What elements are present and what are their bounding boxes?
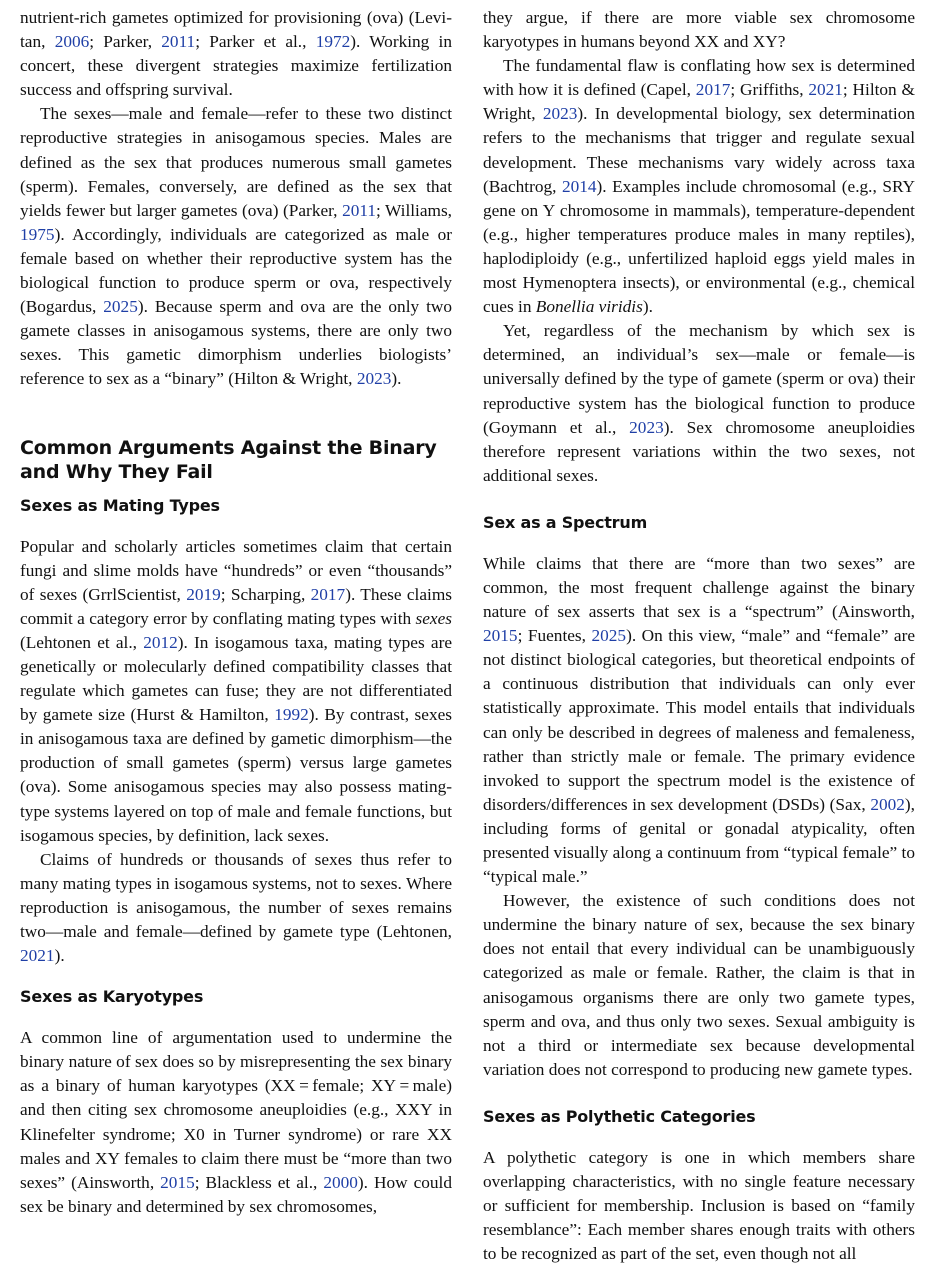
citation-link[interactable]: 2006 [54, 32, 90, 52]
subsection-heading: Sexes as Mating Types [20, 495, 220, 515]
citation-link[interactable]: 2021 [808, 80, 843, 100]
paragraph: A common line of argumentation used to undermine the binary nature of sex does so by misrepresenting the sex binary as a binary of human karyotypes (XX = female; XY = male) and then citing sex chromosome aneuploidies (e.g., XXY in Klinefelter syndrome; X0 in Turner syndrome) or rare XX males and XY females to claim there must be “more than two sexes” (Ainsworth, 2015; Blackless et al., 2000). How could sex be binary and determined by sex chromosomes, [20, 1028, 452, 1216]
paragraph: While claims that there are “more than two sexes” are common, the most frequent challenge against the binary nature of sex asserts that sex is a “spectrum” (Ainsworth, 2015; Fuentes, 2025). On this view, “male” and “female” are not distinct biological categories, but theoretical endpoints of a continuous distribution that individuals can only ever statistically approximate. This model entails that individuals can only be described in degrees of maleness and femaleness, rather than strictly male or female. The primary evidence invoked to support the spectrum model is the existence of disorders/differences in sex development (DSDs) (Sax, 2002), including forms of genital or gonadal atypicality, often presented visually along a continuum from “typical female” to “typical male.” [483, 553, 915, 887]
paragraph: Claims of hundreds or thousands of sexes thus refer to many mating types in isogamous systems, not to sexes. Where reproduction is anisogamous, the number of sexes remains two—male and female—defined by gamete type (Lehtonen, 2021). [20, 849, 452, 966]
citation-link[interactable]: 2015 [483, 626, 518, 646]
paragraph: However, the existence of such conditions does not undermine the binary nature of sex, because the sex binary does not entail that every individual can be unambiguously categorized as male or female. Rather, the claim is that in anisogamous organisms there are only two gamete types, sperm and ova, and thus only two sexes. Sexual ambiguity is not a third or intermediate sex because developmental variation does not correspond to producing new gamete types. [483, 891, 915, 1079]
citation-link[interactable]: 2011 [161, 32, 196, 52]
paragraph: nutrient-rich gametes optimized for provisioning (ova) (Levitan, 2006; Parker, 2011; Parker et al., 1972). Working in concert, these divergent strategies maximize fertilization success and offspring survival. [20, 8, 452, 100]
citation-link[interactable]: 2025 [103, 297, 138, 317]
subsection-heading: Sex as a Spectrum [483, 512, 648, 532]
citation-link[interactable]: 2011 [342, 200, 376, 220]
section-heading: Common Arguments Against the Binary and Why They Fail [20, 436, 437, 483]
citation-link[interactable]: 2021 [20, 946, 55, 966]
citation-link[interactable]: 2015 [160, 1172, 195, 1192]
subsection-heading: Sexes as Polythetic Categories [483, 1106, 756, 1126]
citation-link[interactable]: 2014 [561, 176, 597, 196]
citation-link[interactable]: 2002 [870, 794, 905, 814]
citation-link[interactable]: 1972 [315, 32, 351, 52]
citation-link[interactable]: 2023 [356, 369, 392, 389]
paragraph: A polythetic category is one in which members share overlapping characteristics, with no single feature necessary or sufficient for membership. Inclusion is based on “family resemblance”: Each member shares enough traits with others to be recognized as part of the set, even though not all [483, 1147, 915, 1264]
citation-link[interactable]: 2023 [542, 104, 578, 124]
citation-link[interactable]: 1992 [274, 705, 309, 725]
citation-link[interactable]: 2025 [591, 626, 627, 646]
citation-link[interactable]: 2017 [695, 80, 731, 100]
paragraph: they argue, if there are more viable sex chromosome karyotypes in humans beyond XX and XY? [483, 8, 915, 52]
citation-link[interactable]: 1975 [20, 224, 55, 244]
paragraph: Popular and scholarly articles sometimes claim that certain fungi and slime molds have “hundreds” or even “thousands” of sexes (GrrlScientist, 2019; Scharping, 2017). These claims commit a category error by conflating mating types with sexes (Lehtonen et al., 2012). In isogamous taxa, mating types are genetically or molecularly defined compatibility classes that regulate which gametes can fuse; they are not differentiated by gamete size (Hurst & Hamilton, 1992). By contrast, sexes in anisogamous taxa are defined by gametic dimorphism—the production of small gametes (sperm) versus large gametes (ova). Some anisogamous species may also possess mating-type systems layered on top of male and female functions, but isogamous species, by definition, lack sexes. [20, 536, 452, 845]
right-column [483, 6, 915, 1266]
paragraph: The sexes—male and female—refer to these two distinct reproductive strategies in anisogamous species. Males are defined as the sex that produces numerous small gametes (sperm). Females, conversely, are defined as the sex that yields fewer but larger gametes (ova) (Parker, 2011; Williams, 1975). Accordingly, individuals are categorized as male or female based on whether their reproductive system has the biological function to produce sperm or ova, respectively (Bogardus, 2025). Because sperm and ova are the only two gamete classes in anisogamous systems, there are only two sexes. This gametic dimorphism underlies biologists’ reference to sex as a “binary” (Hilton & Wright, 2023). [20, 104, 452, 389]
citation-link[interactable]: 2023 [629, 417, 664, 437]
paragraph: The fundamental flaw is conflating how sex is determined with how it is defined (Capel, 2017; Griffiths, 2021; Hilton & Wright, 2023). In developmental biology, sex determination refers to the mechanisms that trigger and regulate sexual development. These mechanisms vary widely across taxa (Bachtrog, 2014). Examples include chromosomal (e.g., SRY gene on Y chromosome in mammals), temperature-dependent (e.g., higher temperatures produce males in many reptiles), haplodiploidy (e.g., unfertilized haploid eggs yield males in most Hymenoptera insects), or environmental (e.g., chemical cues in Bonellia viridis). [483, 56, 915, 317]
paragraph: Yet, regardless of the mechanism by which sex is determined, an individual’s sex—male or female—is universally defined by the type of gamete (sperm or ova) their reproductive system has the biological function to produce (Goymann et al., 2023). Sex chromosome aneuploidies therefore represent variations within the two sexes, not additional sexes. [483, 321, 915, 485]
citation-link[interactable]: 2012 [143, 632, 178, 652]
citation-link[interactable]: 2019 [186, 584, 221, 604]
citation-link[interactable]: 2017 [310, 584, 346, 604]
citation-link[interactable]: 2000 [323, 1172, 358, 1192]
left-column [20, 6, 452, 1219]
subsection-heading: Sexes as Karyotypes [20, 987, 204, 1007]
